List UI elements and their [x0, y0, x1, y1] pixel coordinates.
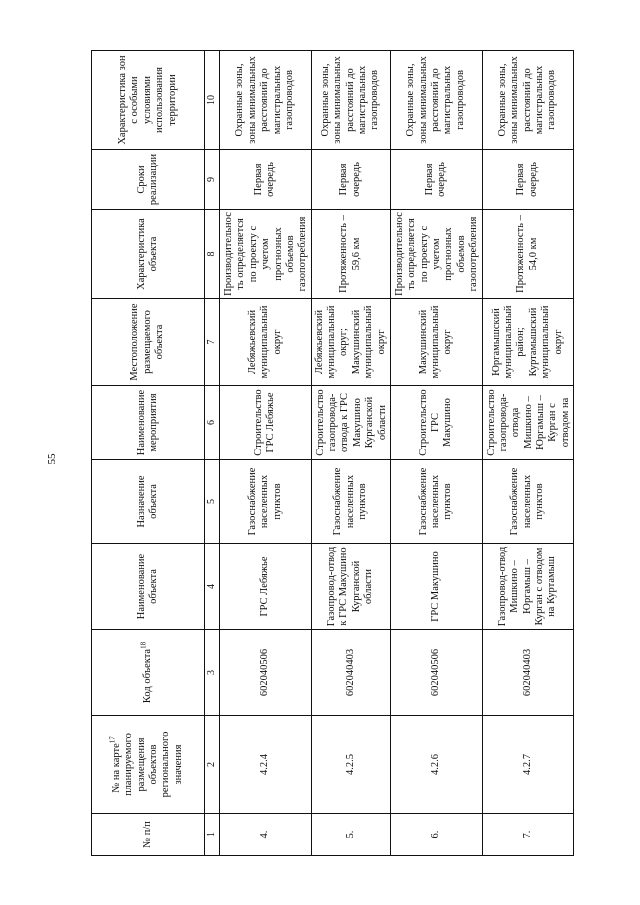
cell-code: 602040506 — [220, 630, 312, 716]
column-numbers-row — [205, 51, 220, 856]
cell-no: 7. — [482, 814, 574, 856]
cell-characteristic: Производительность определяется по проекту с учетом прогнозных объемов газопотребления — [220, 210, 312, 299]
footnote-ref-17: 17 — [108, 736, 117, 744]
cell-characteristic: Протяженность – 59,6 км — [311, 210, 390, 299]
table-row — [311, 51, 390, 856]
cell-purpose: Газоснабжение населенных пунктов — [482, 460, 574, 544]
header-cell-map-no — [92, 716, 205, 814]
header-code-label: Код объекта — [141, 648, 153, 704]
cell-characteristic: Протяженность – 54,0 км — [482, 210, 574, 299]
cell-characteristic: Производительность определяется по проекту с учетом прогнозных объемов газопотребления — [390, 210, 482, 299]
cell-location: Лебяжьевский муниципальный округ — [220, 299, 312, 386]
cell-name: ГРС Макушино — [390, 544, 482, 630]
header-cell-terms: Сроки реализации — [92, 150, 205, 210]
cell-action: Строительство ГРС Лебяжье — [220, 386, 312, 460]
cell-name: Газопровод-отвод Мишкино – Юргамыш – Курган с отводом на Куртамыш — [482, 544, 574, 630]
cell-terms: Первая очередь — [220, 150, 312, 210]
cell-code: 602040403 — [482, 630, 574, 716]
table-row — [220, 51, 312, 856]
cell-map-no: 4.2.6 — [390, 716, 482, 814]
header-cell-no: № п/п — [92, 814, 205, 856]
cell-code: 602040403 — [311, 630, 390, 716]
table-row — [390, 51, 482, 856]
cell-name: Газопровод-отвод к ГРС Макушино Курганской области — [311, 544, 390, 630]
cell-map-no: 4.2.7 — [482, 716, 574, 814]
cell-zones: Охранные зоны, зоны минимальных расстояний до магистральных газопроводов — [311, 51, 390, 150]
cell-map-no: 4.2.5 — [311, 716, 390, 814]
cell-map-no: 4.2.4 — [220, 716, 312, 814]
cell-terms: Первая очередь — [390, 150, 482, 210]
cell-action: Строительство газопровода-отвода Мишкино – Юргамыш – Курган с отводом на — [482, 386, 574, 460]
cell-no: 4. — [220, 814, 312, 856]
cell-location: Макушинский муниципальный округ — [390, 299, 482, 386]
table-row — [482, 51, 574, 856]
rotated-page-content — [91, 51, 571, 856]
header-cell-action: Наименование мероприятия — [92, 386, 205, 460]
column-number: 7 — [205, 299, 220, 386]
cell-no: 5. — [311, 814, 390, 856]
cell-terms: Первая очередь — [482, 150, 574, 210]
header-cell-code — [92, 630, 205, 716]
cell-name: ГРС Лебяжье — [220, 544, 312, 630]
cell-location: Лебяжьевский муниципальный округ; Макушинский муниципальный округ — [311, 299, 390, 386]
header-row — [92, 51, 205, 856]
header-map-no-rest: планируемого размещения объектов регионального значения — [123, 731, 184, 798]
cell-terms: Первая очередь — [311, 150, 390, 210]
cell-code: 602040506 — [390, 630, 482, 716]
cell-purpose: Газоснабжение населенных пунктов — [311, 460, 390, 544]
cell-location: Юргамышский муниципальный район; Куртамышский муниципальный округ — [482, 299, 574, 386]
cell-purpose: Газоснабжение населенных пунктов — [390, 460, 482, 544]
cell-action: Строительство газопровода-отвода к ГРС Макушино Курганской области — [311, 386, 390, 460]
column-number: 10 — [205, 51, 220, 150]
page-number: 55 — [46, 453, 58, 465]
column-number: 1 — [205, 814, 220, 856]
header-map-no-label: № на карте — [110, 743, 122, 793]
cell-zones: Охранные зоны, зоны минимальных расстояний до магистральных газопроводов — [390, 51, 482, 150]
column-number: 2 — [205, 716, 220, 814]
column-number: 8 — [205, 210, 220, 299]
header-cell-name: Наименование объекта — [92, 544, 205, 630]
column-number: 5 — [205, 460, 220, 544]
cell-no: 6. — [390, 814, 482, 856]
column-number: 3 — [205, 630, 220, 716]
column-number: 9 — [205, 150, 220, 210]
column-number: 6 — [205, 386, 220, 460]
cell-zones: Охранные зоны, зоны минимальных расстояний до магистральных газопроводов — [482, 51, 574, 150]
header-cell-characteristic: Характеристика объекта — [92, 210, 205, 299]
cell-action: Строительство ГРС Макушино — [390, 386, 482, 460]
header-cell-zones: Характеристика зон с особыми условиями использования территории — [92, 51, 205, 150]
cell-purpose: Газоснабжение населенных пунктов — [220, 460, 312, 544]
column-number: 4 — [205, 544, 220, 630]
header-cell-purpose: Назначение объекта — [92, 460, 205, 544]
header-cell-location: Местоположение размещаемого объекта — [92, 299, 205, 386]
cell-zones: Охранные зоны, зоны минимальных расстояний до магистральных газопроводов — [220, 51, 312, 150]
footnote-ref-18: 18 — [139, 641, 148, 649]
regional-objects-table — [91, 50, 574, 856]
